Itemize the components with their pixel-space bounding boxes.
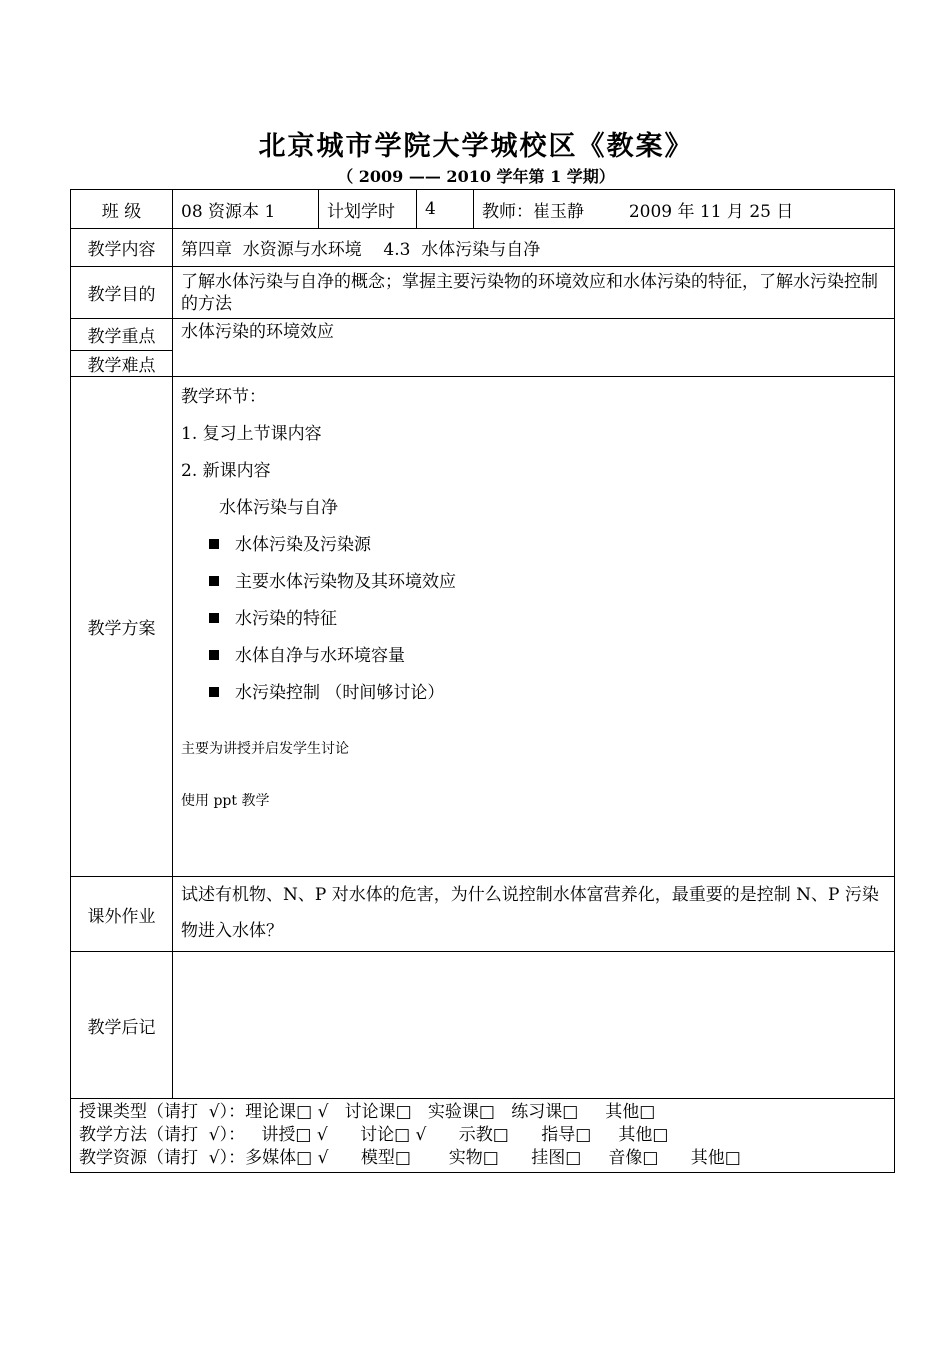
plan-bullet: 水体自净与水环境容量	[181, 638, 886, 675]
plan-content	[173, 377, 895, 877]
plan-bullet: 水污染的特征	[181, 601, 886, 638]
square-bullet-icon	[209, 687, 219, 697]
plan-bullet: 主要水体污染物及其环境效应	[181, 564, 886, 601]
semester-subtitle: （ 2009 —— 2010 学年第 1 学期）	[337, 167, 615, 186]
teacher-date-cell	[474, 190, 895, 229]
class-label: 班 级	[71, 190, 173, 229]
teaching-resource-line: 教学资源（请打 √）：多媒体□ √ 模型□ 实物□ 挂图□ 音像□ 其他□	[79, 1148, 741, 1168]
hours-label: 计划学时	[319, 190, 417, 229]
reflection-row	[71, 952, 895, 1099]
plan-label: 教学方案	[71, 377, 173, 877]
footer-checklist	[71, 1099, 895, 1173]
objective-row	[71, 267, 895, 319]
square-bullet-icon	[209, 539, 219, 549]
lesson-date: 2009 年 11 月 25 日	[628, 201, 794, 222]
content-row	[71, 229, 895, 267]
plan-bullet: 水污染控制 （时间够讨论）	[181, 675, 886, 712]
plan-step-new: 2. 新课内容	[181, 461, 271, 481]
teaching-method-line: 教学方法（请打 √）： 讲授□ √ 讨论□ √ 示教□ 指导□ 其他□	[79, 1125, 669, 1145]
homework-row	[71, 877, 895, 952]
reflection-label: 教学后记	[71, 952, 173, 1099]
reflection-value	[173, 952, 895, 1099]
info-row	[71, 190, 895, 229]
content-value: 第四章 水资源与水环境 4.3 水体污染与自净	[173, 229, 895, 267]
content-label: 教学内容	[71, 229, 173, 267]
document-title: 北京城市学院大学城校区《教案》	[258, 131, 694, 162]
keypoint-row	[71, 319, 895, 351]
objective-label: 教学目的	[71, 267, 173, 319]
objective-value: 了解水体污染与自净的概念；掌握主要污染物的环境效应和水体污染的特征，了解水污染控制的方法	[173, 267, 895, 319]
plan-method-note: 主要为讲授并启发学生讨论	[181, 741, 349, 757]
difficulty-label: 教学难点	[71, 351, 173, 377]
hours-value: 4	[417, 190, 474, 229]
plan-topic: 水体污染与自净	[219, 498, 338, 518]
square-bullet-icon	[209, 650, 219, 660]
course-type-line: 授课类型（请打 √）：理论课□ √ 讨论课□ 实验课□ 练习课□ 其他□	[79, 1102, 656, 1122]
plan-row	[71, 377, 895, 877]
homework-label: 课外作业	[71, 877, 173, 952]
teacher-name: 教师：崔玉静	[482, 201, 584, 222]
class-value: 08 资源本 1	[173, 190, 319, 229]
plan-tool-note: 使用 ppt 教学	[181, 793, 270, 809]
plan-bullet: 水体污染及污染源	[181, 527, 886, 564]
keypoint-label: 教学重点	[71, 319, 173, 351]
homework-value: 试述有机物、N、P 对水体的危害，为什么说控制水体富营养化，最重要的是控制 N、P 污染物进入水体？	[173, 877, 895, 952]
footer-row	[71, 1099, 895, 1173]
plan-step-review: 1. 复习上节课内容	[181, 424, 322, 444]
plan-heading: 教学环节：	[181, 387, 266, 407]
keypoint-value: 水体污染的环境效应	[173, 319, 895, 377]
square-bullet-icon	[209, 613, 219, 623]
lesson-plan-table	[70, 189, 895, 1173]
square-bullet-icon	[209, 576, 219, 586]
